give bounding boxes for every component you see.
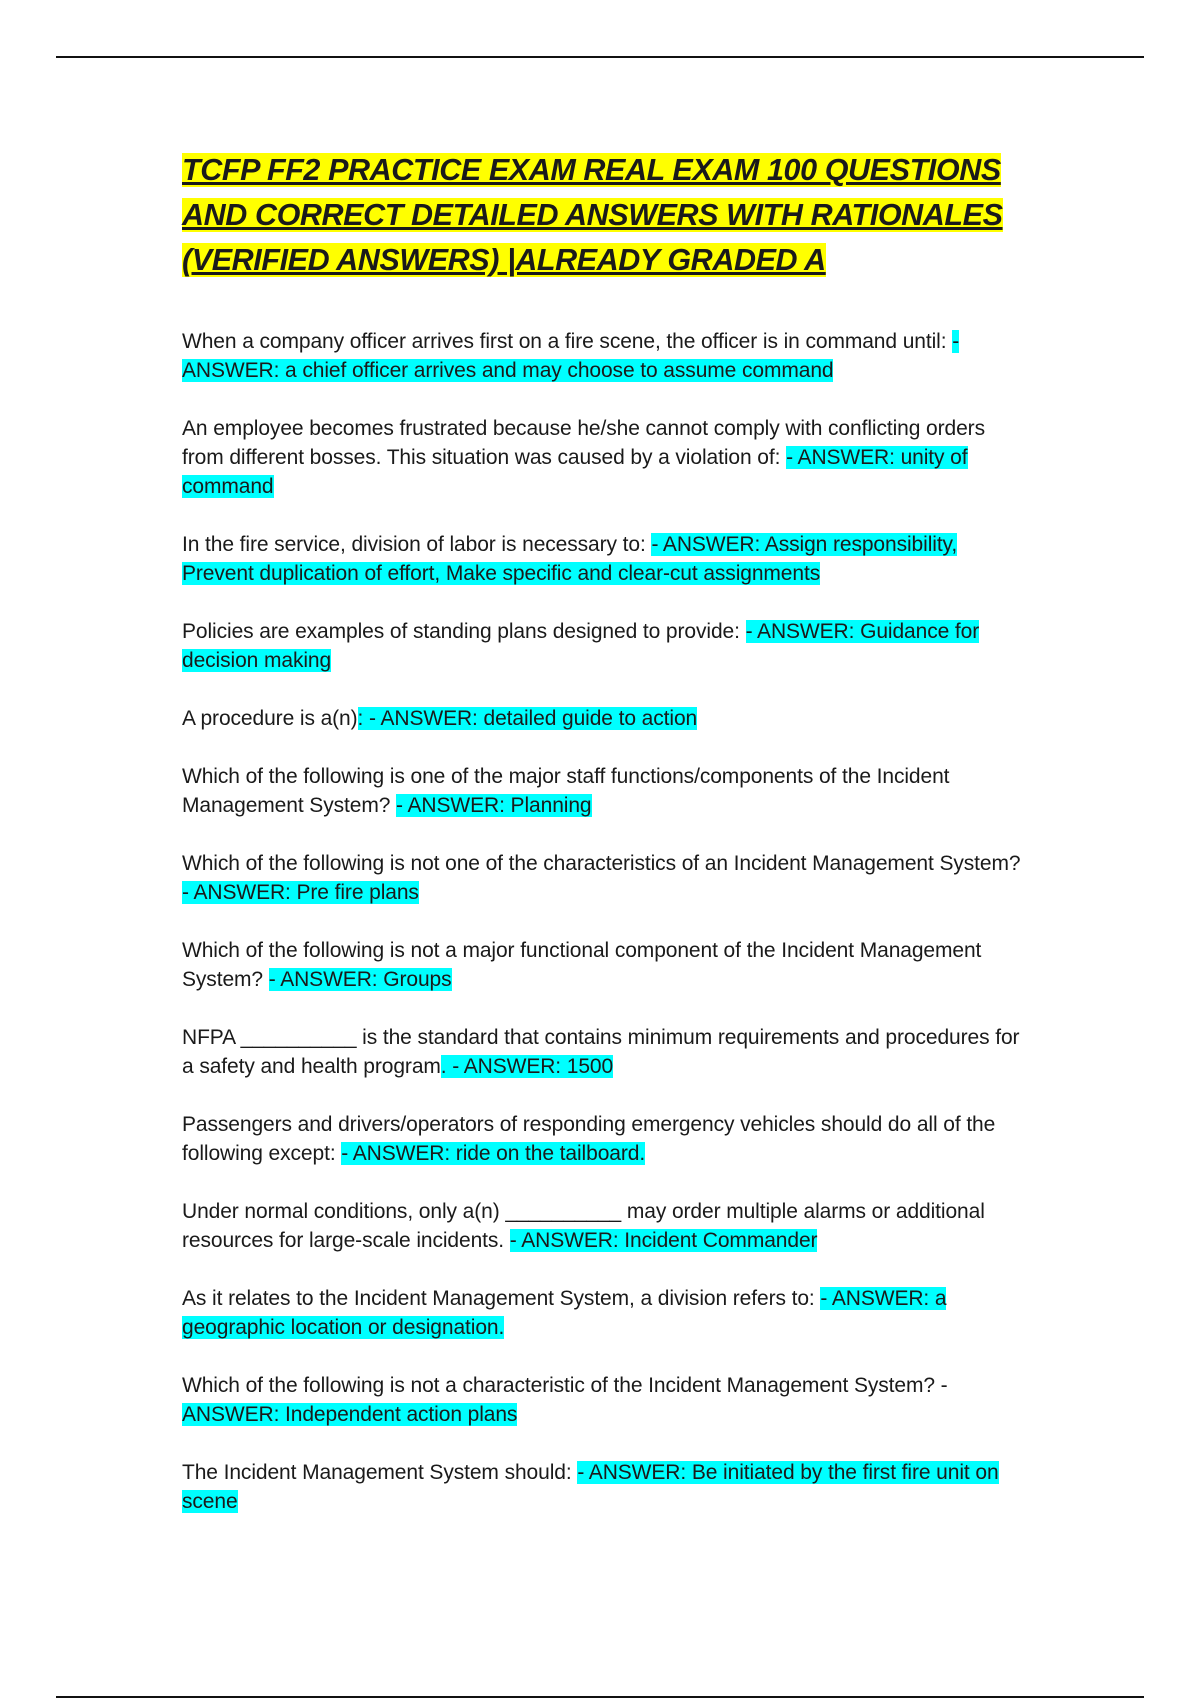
document-title <box>182 148 1022 283</box>
question-text: In the fire service, division of labor is necessary to: <box>182 533 652 556</box>
qa-item <box>182 762 1022 820</box>
qa-item <box>182 617 1022 675</box>
qa-item <box>182 414 1022 501</box>
qa-item <box>182 936 1022 994</box>
question-text: Under normal conditions, only a(n) __________ may order multiple alarms or additional resources for large-scale incidents. <box>182 1200 985 1252</box>
qa-item <box>182 327 1022 385</box>
qa-item <box>182 1110 1022 1168</box>
answer-text: - ANSWER: Guidance for decision making <box>182 620 980 672</box>
question-text: Which of the following is not one of the characteristics of an Incident Management System? <box>182 852 1021 875</box>
question-text: Passengers and drivers/operators of responding emergency vehicles should do all of the following except: <box>182 1113 996 1165</box>
qa-item <box>182 1371 1022 1429</box>
qa-item <box>182 1284 1022 1342</box>
qa-item <box>182 1197 1022 1255</box>
qa-item <box>182 530 1022 588</box>
question-text: The Incident Management System should: <box>182 1461 578 1484</box>
answer-text: - ANSWER: Groups <box>268 968 452 991</box>
answer-text: - ANSWER: a chief officer arrives and may choose to assume command <box>182 330 960 382</box>
answer-text: - ANSWER: Planning <box>396 794 592 817</box>
answer-text: : - ANSWER: detailed guide to action <box>357 707 698 730</box>
bottom-rule <box>56 1696 1144 1698</box>
answer-text: - ANSWER: Assign responsibility, Prevent duplication of effort, Make specific and clear-cut assignments <box>182 533 958 585</box>
question-text: As it relates to the Incident Management System, a division refers to: <box>182 1287 821 1310</box>
title-text: TCFP FF2 PRACTICE EXAM REAL EXAM 100 QUESTIONS AND CORRECT DETAILED ANSWERS WITH RATIONALES (VERIFIED ANSWERS) |ALREADY GRADED A <box>182 153 1003 277</box>
question-text: An employee becomes frustrated because he/she cannot comply with conflicting orders from different bosses. This situation was caused by a violation of: <box>182 417 985 469</box>
answer-text: - ANSWER: Be initiated by the first fire unit on scene <box>182 1461 999 1513</box>
question-text: NFPA __________ is the standard that contains minimum requirements and procedures for a safety and health program <box>182 1026 1020 1078</box>
question-text: Policies are examples of standing plans designed to provide: <box>182 620 746 643</box>
question-text: A procedure is a(n) <box>182 707 358 730</box>
answer-text: - ANSWER: ride on the tailboard. <box>341 1142 646 1165</box>
question-text: Which of the following is not a characteristic of the Incident Management System? - <box>182 1374 948 1397</box>
answer-text: - ANSWER: Pre fire plans <box>182 881 419 904</box>
qa-item <box>182 1023 1022 1081</box>
document-body <box>182 148 1022 1545</box>
answer-text: - ANSWER: Incident Commander <box>509 1229 818 1252</box>
qa-item <box>182 849 1022 907</box>
top-rule <box>56 56 1144 58</box>
question-text: When a company officer arrives first on a fire scene, the officer is in command until: <box>182 330 953 353</box>
question-text: Which of the following is one of the major staff functions/components of the Incident Management System? <box>182 765 950 817</box>
answer-text: . - ANSWER: 1500 <box>440 1055 614 1078</box>
answer-text: - ANSWER: a geographic location or designation. <box>182 1287 947 1339</box>
question-text: Which of the following is not a major functional component of the Incident Management System? <box>182 939 982 991</box>
qa-item <box>182 1458 1022 1516</box>
qa-item <box>182 704 1022 733</box>
answer-text: - ANSWER: unity of command <box>182 446 968 498</box>
answer-text: ANSWER: Independent action plans <box>182 1403 518 1426</box>
